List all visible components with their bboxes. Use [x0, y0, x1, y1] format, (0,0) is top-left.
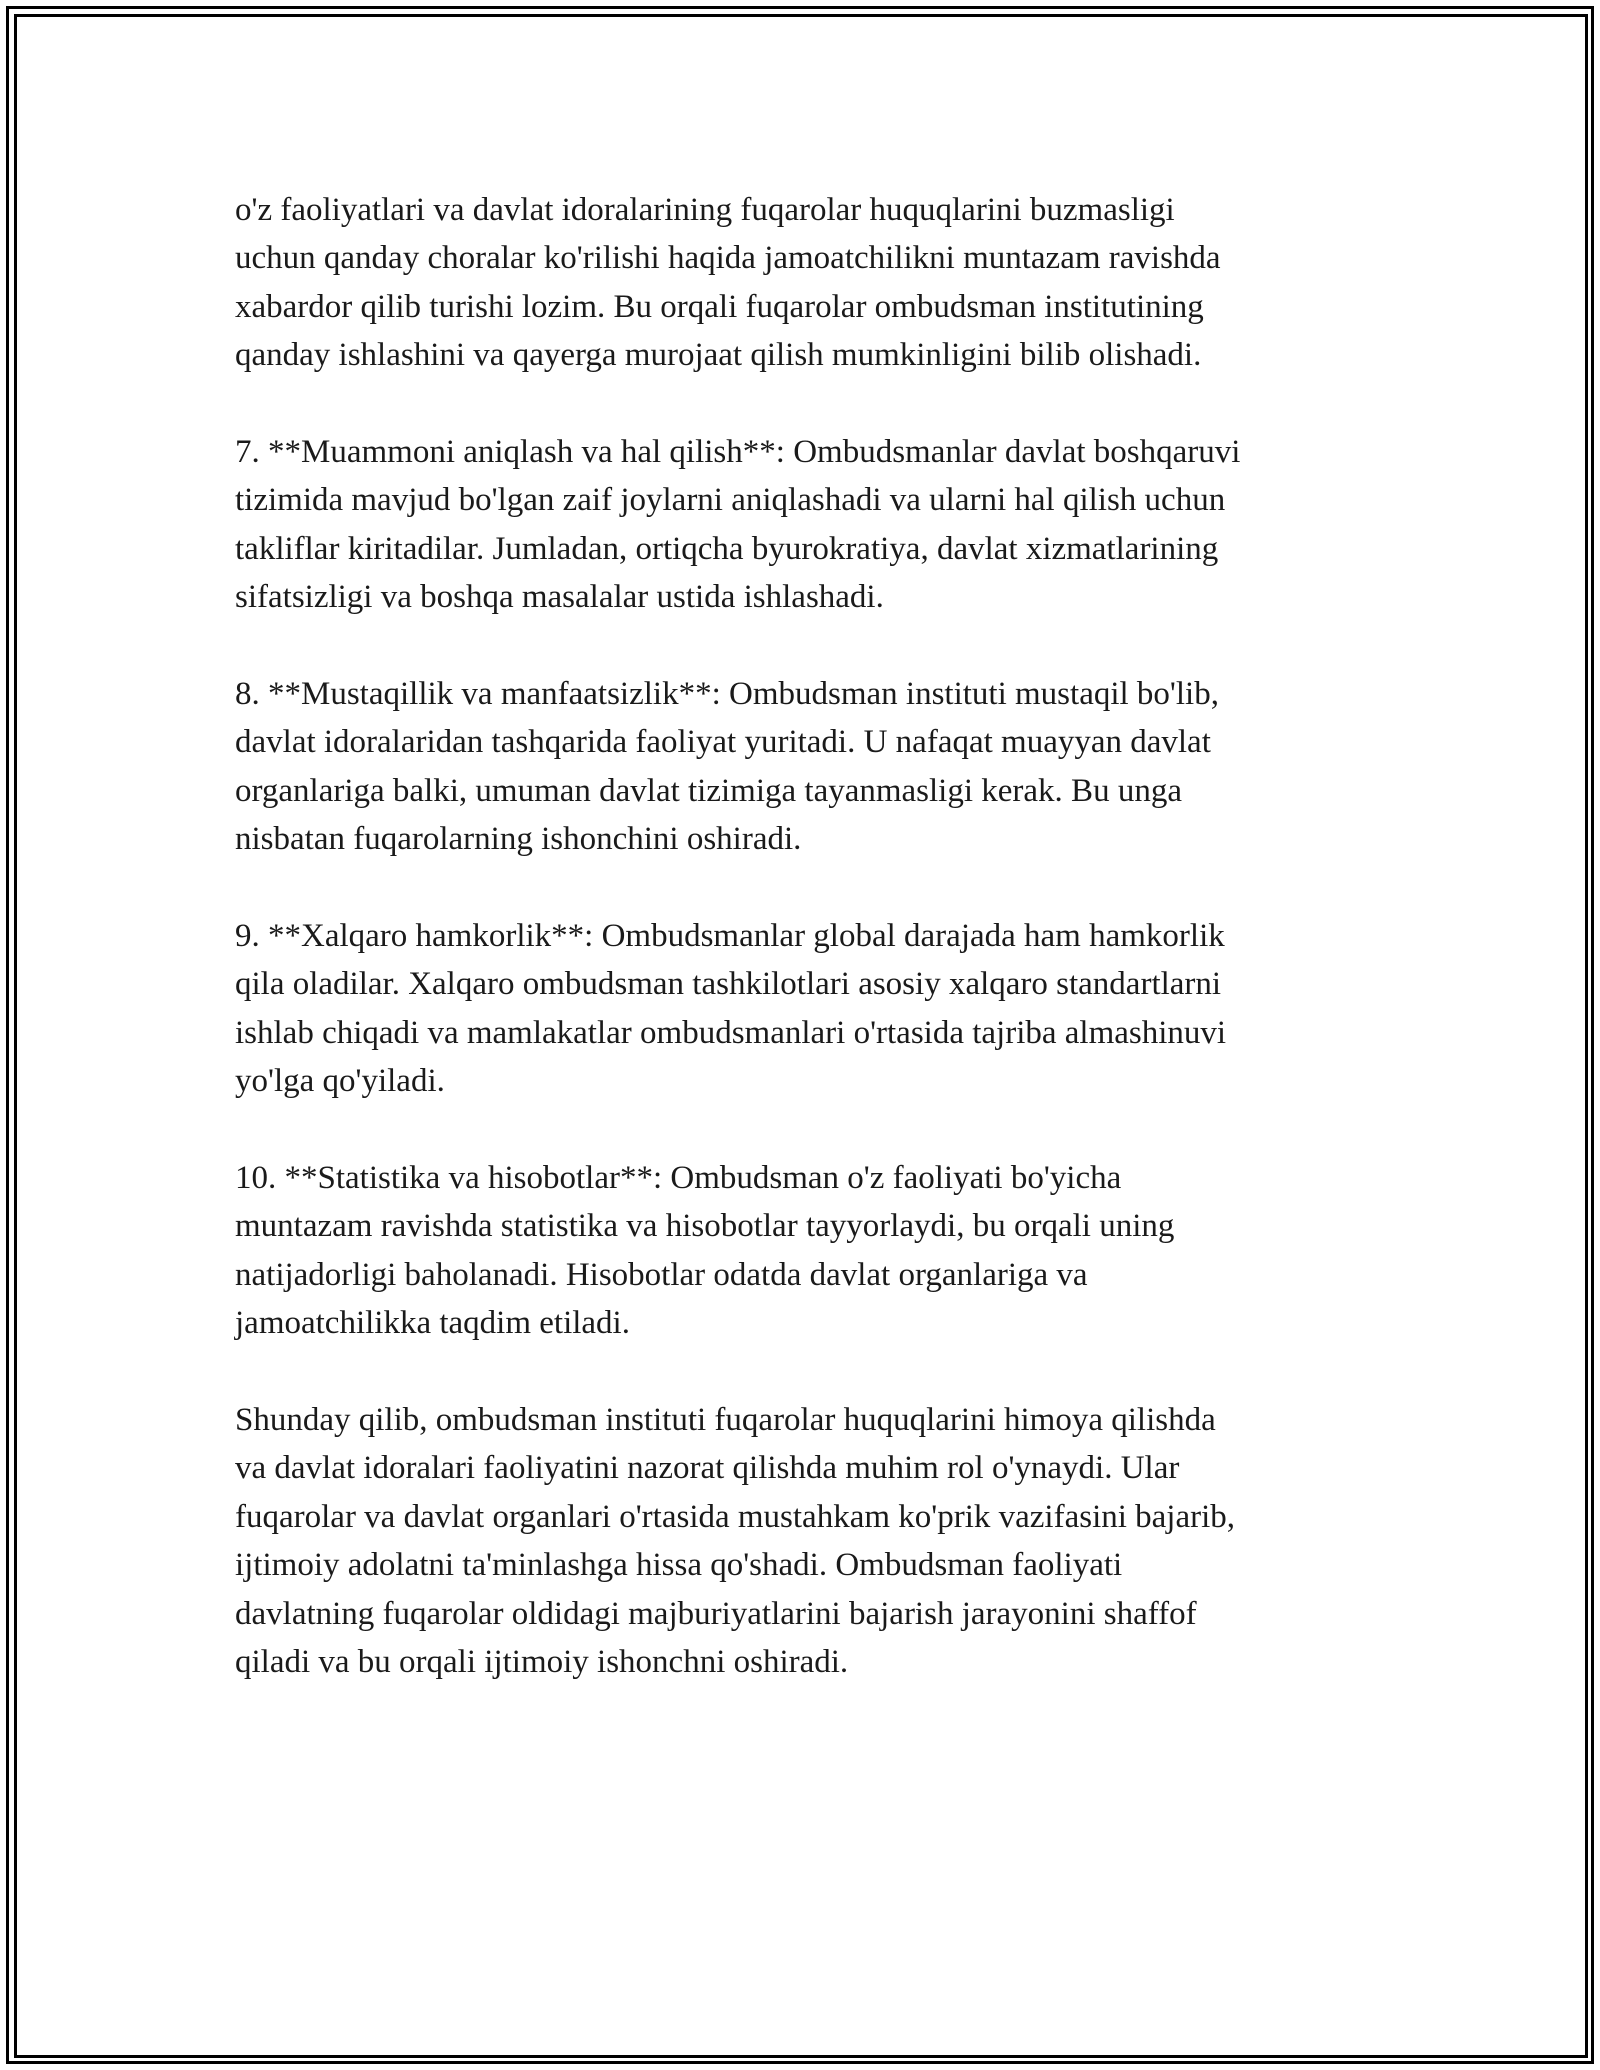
paragraph-intro-continuation: o'z faoliyatlari va davlat idoralarining fuqarolar huquqlarini buzmasligi uchun qanday choralar ko'rilishi haqida jamoatchilikni muntazam ravishda xabardor qilib turishi lozim. Bu orqali fuqarolar ombudsman institutining qanday ishlashini va qayerga murojaat qilish mumkinligini bilib olishadi. [235, 192, 1221, 374]
paragraph-item-8: 8. **Mustaqillik va manfaatsizlik**: Ombudsman instituti mustaqil bo'lib, davlat idoralaridan tashqarida faoliyat yuritadi. U nafaqat muayyan davlat organlariga balki, umuman davlat tizimiga tayanmasligi kerak. Bu unga nisbatan fuqarolarning ishonchini oshiradi. [235, 676, 1219, 858]
document-body [235, 186, 1380, 1735]
paragraph-item-7: 7. **Muammoni aniqlash va hal qilish**: Ombudsmanlar davlat boshqaruvi tizimida mavjud bo'lgan zaif joylarni aniqlashadi va ularni hal qilish uchun takliflar kiritadilar. Jumladan, ortiqcha byurokratiya, davlat xizmatlarining sifatsizligi va boshqa masalalar ustida ishlashadi. [235, 434, 1241, 616]
paragraph-conclusion: Shunday qilib, ombudsman instituti fuqarolar huquqlarini himoya qilishda va davlat idoralari faoliyatini nazorat qilishda muhim rol o'ynaydi. Ular fuqarolar va davlat organlari o'rtasida mustahkam ko'prik vazifasini bajarib, ijtimoiy adolatni ta'minlashga hissa qo'shadi. Ombudsman faoliyati davlatning fuqarolar oldidagi majburiyatlarini bajarish jarayonini shaffof qiladi va bu orqali ijtimoiy ishonchni oshiradi. [235, 1402, 1236, 1681]
paragraph-item-10: 10. **Statistika va hisobotlar**: Ombudsman o'z faoliyati bo'yicha muntazam ravishda statistika va hisobotlar tayyorlaydi, bu orqali uning natijadorligi baholanadi. Hisobotlar odatda davlat organlariga va jamoatchilikka taqdim etiladi. [235, 1160, 1175, 1342]
paragraph-item-9: 9. **Xalqaro hamkorlik**: Ombudsmanlar global darajada ham hamkorlik qila oladilar. Xalqaro ombudsman tashkilotlari asosiy xalqaro standartlarni ishlab chiqadi va mamlakatlar ombudsmanlari o'rtasida tajriba almashinuvi yo'lga qo'yiladi. [235, 918, 1227, 1100]
